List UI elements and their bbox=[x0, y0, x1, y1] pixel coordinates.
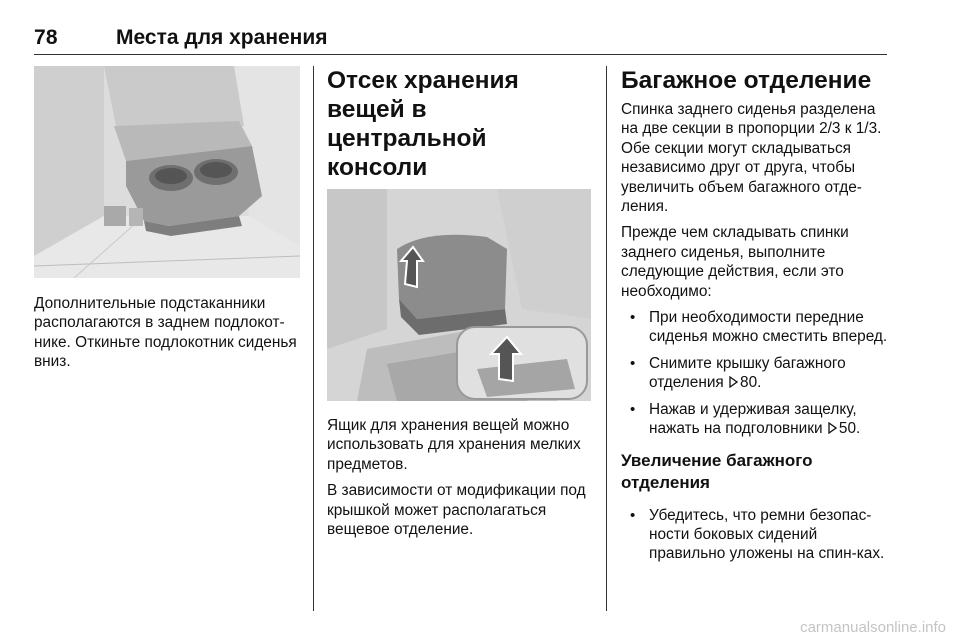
page-number: 78 bbox=[34, 26, 58, 49]
preparation-list bbox=[621, 308, 891, 438]
column-middle bbox=[327, 66, 591, 539]
bullet-icon: • bbox=[630, 400, 636, 418]
bullet-icon: • bbox=[630, 354, 636, 372]
console-paragraph-2: В зависимости от модификации под крышкой может располагаться вещевое отделение. bbox=[327, 482, 586, 539]
bullet-icon: • bbox=[630, 309, 636, 327]
column-left bbox=[34, 66, 300, 372]
page-reference-link[interactable]: 80. bbox=[740, 374, 762, 392]
enlarge-steps-list bbox=[621, 506, 891, 564]
center-console-storage-figure bbox=[327, 189, 591, 401]
triangle-reference-icon[interactable] bbox=[828, 422, 837, 434]
page-header bbox=[34, 26, 887, 55]
watermark: carmanualsonline.info bbox=[800, 619, 946, 636]
center-console-heading: Отсек хранения вещей в центральной консоли bbox=[327, 67, 519, 181]
triangle-reference-icon[interactable] bbox=[729, 376, 738, 388]
cargo-intro-paragraph: Спинка заднего сиденья разделена на две секции в пропорции 2/3 к 1/3. Обе секции могут складываться независимо друг от друга, чтобы увеличить объем багажного отде-ления. bbox=[621, 101, 882, 216]
cargo-area-heading: Багажное отделение bbox=[621, 67, 872, 94]
cupholder-caption: Дополнительные подстаканники располагаются в заднем подлокот-нике. Откиньте подлокотник сиденья вниз. bbox=[34, 295, 297, 371]
column-divider-1 bbox=[313, 66, 314, 611]
column-right bbox=[621, 66, 891, 571]
list-item: • Убедитесь, что ремни безопас-ности боковых сидений правильно уложены на спин-ках. bbox=[630, 506, 885, 563]
cargo-enlarge-subheading: Увеличение багажного отделения bbox=[621, 450, 813, 492]
list-item: • При необходимости передние сиденья можно сместить вперед. bbox=[630, 309, 888, 346]
console-paragraph-1: Ящик для хранения вещей можно использовать для хранения мелких предметов. bbox=[327, 417, 581, 473]
before-folding-paragraph: Прежде чем складывать спинки заднего сиденья, выполните следующие действия, если это необходимо: bbox=[621, 224, 849, 300]
bullet-icon: • bbox=[630, 506, 636, 524]
list-item: • Снимите крышку багажного отделения 80. bbox=[630, 354, 846, 392]
rear-armrest-cupholder-figure bbox=[34, 66, 300, 278]
page-reference-link[interactable]: 50. bbox=[838, 420, 861, 438]
column-divider-2 bbox=[606, 66, 607, 611]
page-title: Места для хранения bbox=[116, 26, 328, 49]
list-item: • Нажав и удерживая защелку, нажать на подголовники 50. bbox=[630, 400, 861, 438]
